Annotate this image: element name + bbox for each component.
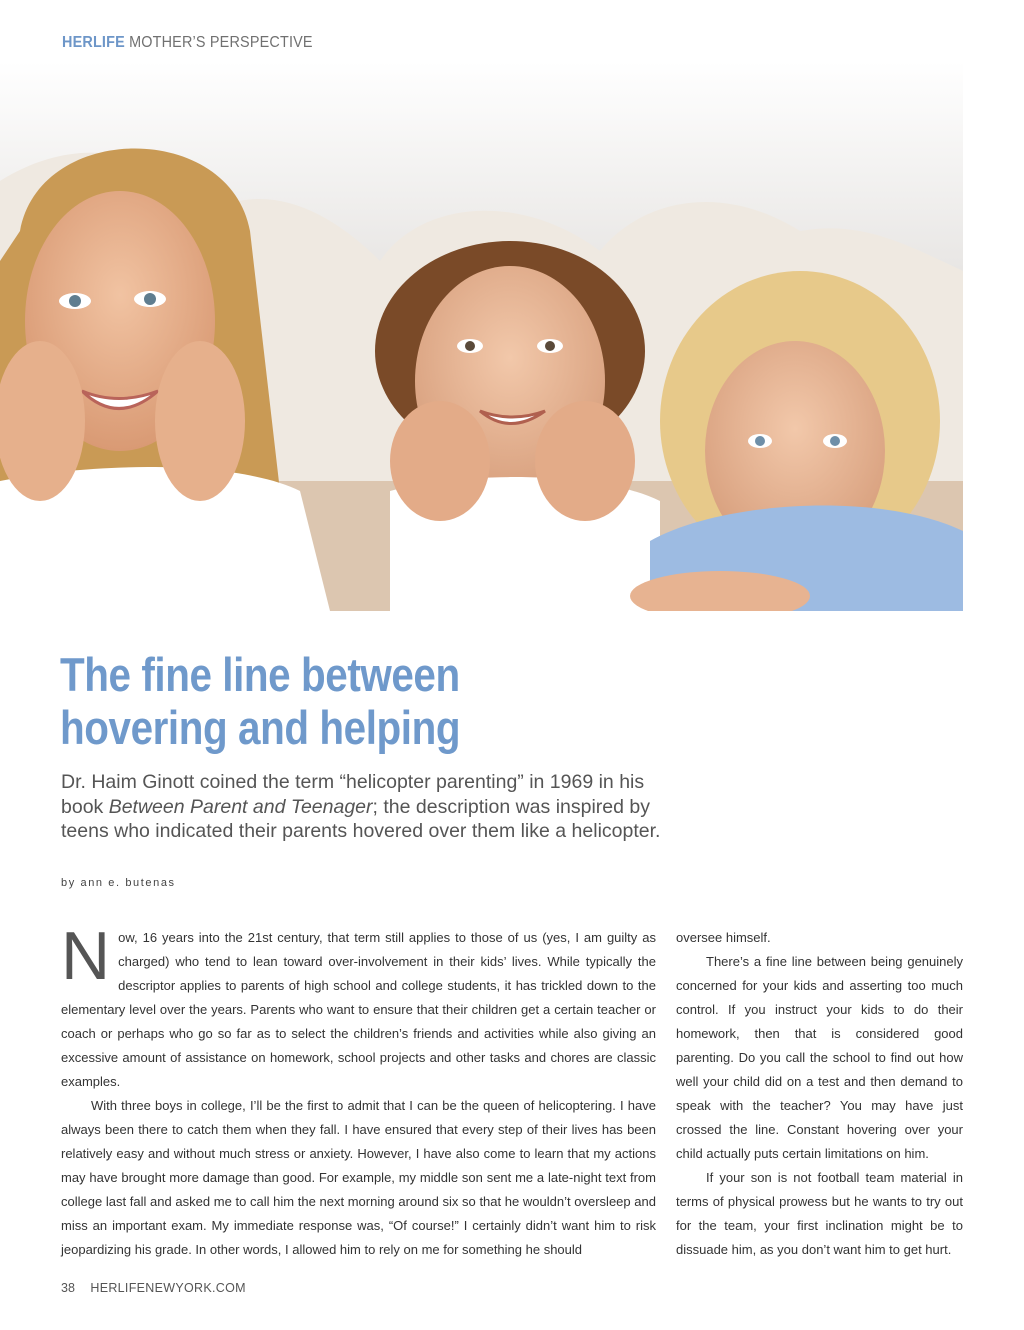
family-photo-image — [0, 61, 963, 611]
article-column-left — [61, 918, 656, 1262]
deck-text-after: ; the description was inspired by teens who indicated their parents hovered over them like a helicopter. — [61, 795, 661, 842]
article-title: The fine line between hovering and helping — [60, 648, 461, 754]
website-link[interactable]: HERLIFENEWYORK.COM — [90, 1281, 246, 1295]
book-title: Between Parent and Teenager — [108, 795, 373, 818]
magazine-brand: HERLIFE — [62, 34, 125, 51]
hero-photo — [0, 61, 963, 611]
page-footer — [61, 1281, 246, 1295]
paragraph-continued: oversee himself. — [676, 930, 771, 945]
article-deck — [61, 770, 671, 844]
article-column-right — [676, 926, 963, 1262]
section-name: MOTHER’S PERSPECTIVE — [129, 34, 313, 51]
byline: by ann e. butenas — [61, 877, 176, 889]
page-number: 38 — [61, 1281, 75, 1295]
drop-cap: N — [61, 918, 111, 994]
paragraph-3: There’s a fine line between being genuinely concerned for your kids and asserting too much control. If you instruct your kids to do their homework, then that is considered good parenting. Do you call the school to find out how well your child did on a test and then demand to speak with the teacher? You may have just crossed the line. Constant hovering over your child actually puts certain limitations on him. — [676, 954, 963, 1161]
paragraph-1-text: ow, 16 years into the 21st century, that term still applies to those of us (yes, I am guilty as charged) who tend to lean toward over-involvement in their kids’ lives. While typically the descriptor applies to parents of high school and college students, it has trickled down to the elementary level over the years. Parents who want to ensure that their children get a certain teacher or coach or perhaps who go so far as to select the children’s friends and activities while also giving an excessive amount of assistance on homework, school projects and other tasks and chores are classic examples. — [61, 930, 656, 1089]
section-header — [62, 34, 313, 52]
paragraph-1 — [61, 918, 656, 1094]
paragraph-4: If your son is not football team material in terms of physical prowess but he wants to try out for the team, your first inclination might be to dissuade him, as you don’t want him to get hurt. — [676, 1170, 963, 1257]
paragraph-2: With three boys in college, I’ll be the first to admit that I can be the queen of helicoptering. I have always been there to catch them when they fall. I have ensured that every step of their lives has been relatively easy and without much stress or anxiety. However, I have also come to learn that my actions may have brought more damage than good. For example, my middle son sent me a late-night text from college last fall and asked me to call him the next morning around six so that he wouldn’t oversleep and miss an important exam. My immediate response was, “Of course!” I certainly didn’t want him to risk jeopardizing his grade. In other words, I allowed him to rely on me for something he should — [61, 1098, 656, 1257]
deck-text-before: Dr. Haim Ginott coined the term “helicopter parenting” in 1969 in his book — [61, 771, 645, 818]
